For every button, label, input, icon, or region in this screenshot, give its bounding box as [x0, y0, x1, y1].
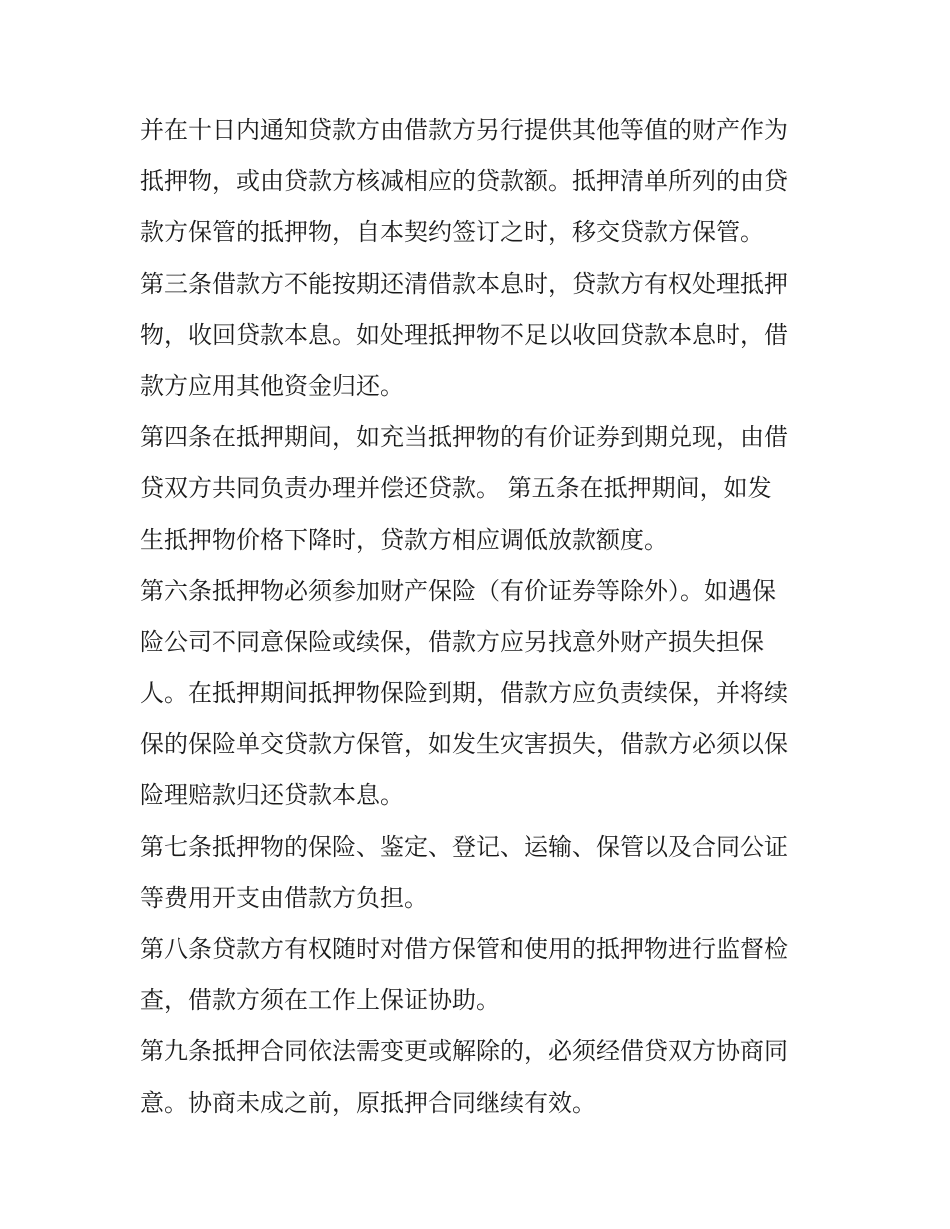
- text-line: 查，借款方须在工作上保证协助。: [140, 986, 500, 1015]
- document-body: [140, 105, 820, 1129]
- text-line: 第六条抵押物必须参加财产保险（有价证券等除外）。如遇保: [140, 576, 776, 605]
- text-line: 第九条抵押合同依法需变更或解除的，必须经借贷双方协商同: [140, 1037, 788, 1066]
- text-line: 意。协商未成之前，原抵押合同继续有效。: [140, 1088, 596, 1117]
- text-line: 保的保险单交贷款方保管，如发生灾害损失，借款方必须以保: [140, 730, 788, 759]
- text-line: 第七条抵押物的保险、鉴定、登记、运输、保管以及合同公证: [140, 832, 788, 861]
- text-line: 险公司不同意保险或续保，借款方应另找意外财产损失担保: [140, 627, 764, 656]
- text-line: 贷双方共同负责办理并偿还贷款。 第五条在抵押期间，如发: [140, 474, 772, 503]
- text-line: 第四条在抵押期间，如充当抵押物的有价证券到期兑现，由借: [140, 423, 788, 452]
- text-line: 第八条贷款方有权随时对借方保管和使用的抵押物进行监督检: [140, 935, 788, 963]
- text-line: 生抵押物价格下降时，贷款方相应调低放款额度。: [140, 525, 668, 554]
- text-line: 款方应用其他资金归还。: [140, 371, 404, 400]
- text-line: 抵押物，或由贷款方核减相应的贷款额。抵押清单所列的由贷: [140, 167, 788, 196]
- text-line: 等费用开支由借款方负担。: [140, 883, 428, 912]
- text-line: 人。在抵押期间抵押物保险到期，借款方应负责续保，并将续: [140, 679, 788, 708]
- text-line: 并在十日内通知贷款方由借款方另行提供其他等值的财产作为: [140, 116, 788, 144]
- text-line: 险理赔款归还贷款本息。: [140, 781, 404, 810]
- text-line: 款方保管的抵押物，自本契约签订之时，移交贷款方保管。: [140, 218, 764, 247]
- text-line: 第三条借款方不能按期还清借款本息时，贷款方有权处理抵押: [140, 269, 788, 298]
- text-line: 物，收回贷款本息。如处理抵押物不足以收回贷款本息时，借: [140, 320, 788, 349]
